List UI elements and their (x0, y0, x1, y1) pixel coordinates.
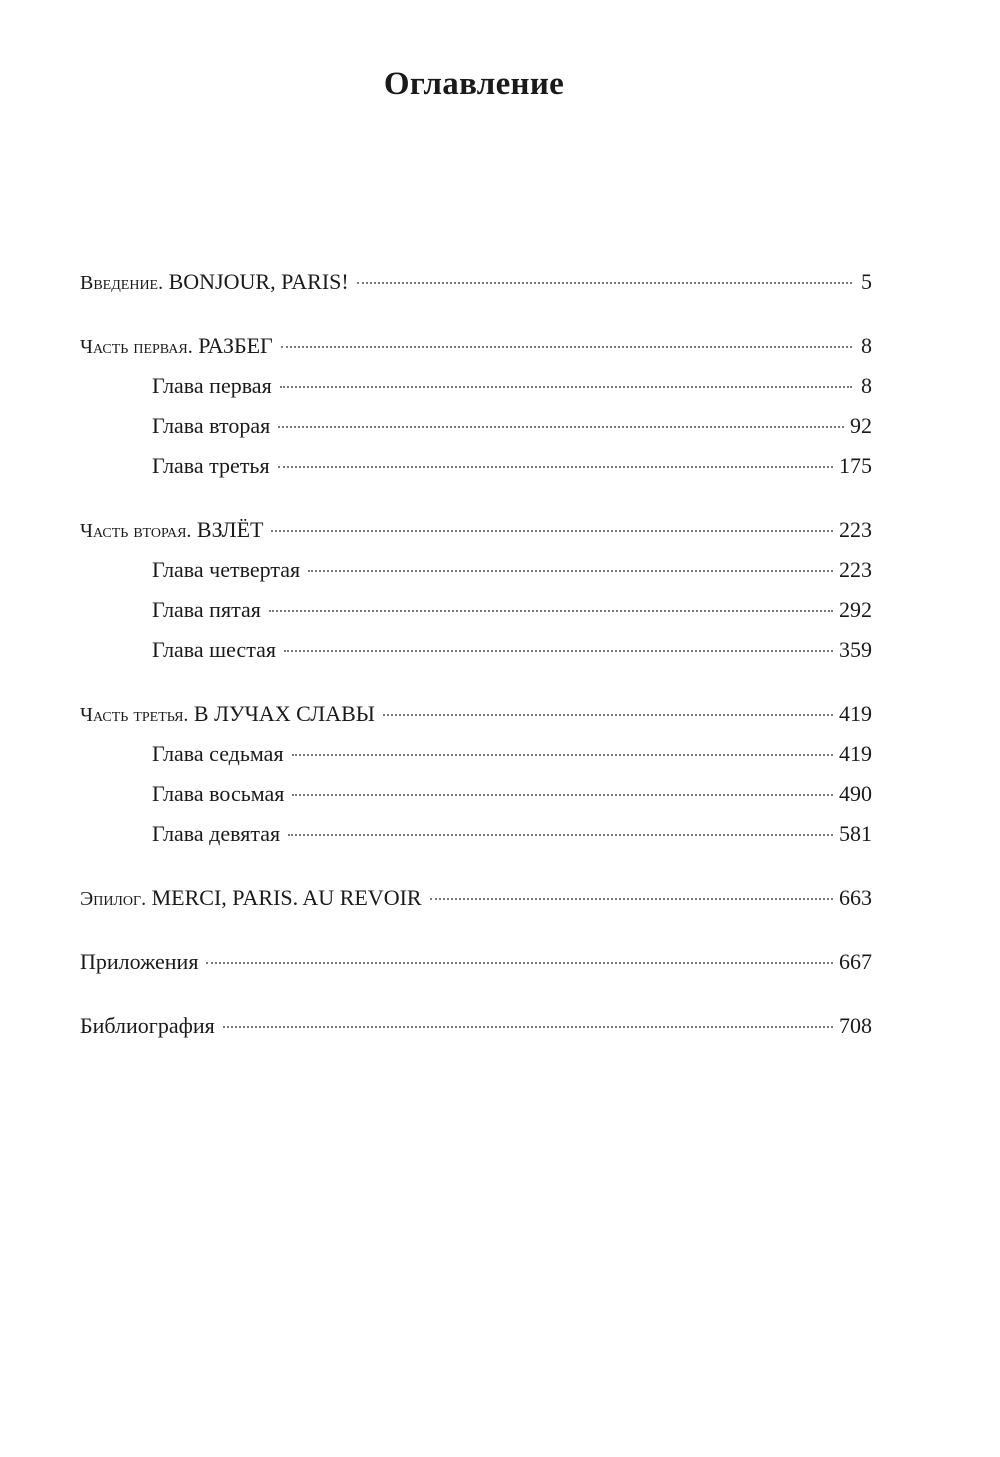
dot-leader (278, 426, 844, 428)
toc-entry-prefix: Часть третья. (80, 704, 189, 726)
dot-leader (308, 570, 833, 572)
toc-entry-page-number: 175 (839, 453, 872, 478)
dot-leader (383, 714, 833, 716)
toc-entry-prefix: Введение. (80, 272, 164, 294)
toc-entry-chapter-2[interactable] (80, 406, 872, 446)
toc-entry-chapter-1[interactable] (80, 366, 872, 406)
dot-leader (206, 962, 833, 964)
toc-entry-prefix: Часть вторая. (80, 520, 192, 542)
toc-entry-page-number: 419 (839, 741, 872, 766)
toc-entry-title: Глава пятая (152, 597, 261, 622)
toc-entry-title: В ЛУЧАХ СЛАВЫ (193, 701, 375, 726)
dot-leader (280, 386, 852, 388)
toc-entry-title: ВЗЛЁТ (196, 517, 264, 542)
toc-entry-page-number: 708 (839, 1013, 872, 1038)
toc-entry-page-number: 490 (839, 781, 872, 806)
table-of-contents (80, 262, 872, 1046)
toc-entry-page-number: 92 (850, 413, 872, 438)
toc-entry-prefix: Эпилог. (80, 888, 147, 910)
toc-entry-appendices[interactable] (80, 942, 872, 982)
toc-entry-page-number: 8 (861, 373, 872, 398)
toc-entry-title: Глава вторая (152, 413, 271, 438)
toc-entry-page-number: 8 (861, 333, 872, 358)
toc-entry-intro[interactable] (80, 262, 872, 302)
toc-entry-chapter-9[interactable] (80, 814, 872, 854)
toc-entry-chapter-3[interactable] (80, 446, 872, 486)
toc-entry-title: Глава девятая (152, 821, 281, 846)
toc-entry-page-number: 5 (861, 269, 872, 294)
toc-entry-title: РАЗБЕГ (198, 333, 273, 358)
toc-entry-page-number: 667 (839, 949, 872, 974)
dot-leader (288, 834, 833, 836)
toc-entry-page-number: 663 (839, 885, 872, 910)
toc-entry-label (80, 694, 375, 735)
toc-entry-part-2[interactable] (80, 510, 872, 550)
toc-entry-part-3[interactable] (80, 694, 872, 734)
toc-entry-page-number: 359 (839, 637, 872, 662)
dot-leader (292, 794, 833, 796)
dot-leader (292, 754, 833, 756)
toc-entry-title: Библиография (80, 1013, 215, 1038)
dot-leader (271, 530, 833, 532)
toc-entry-title: Глава шестая (152, 637, 276, 662)
toc-entry-page-number: 292 (839, 597, 872, 622)
toc-entry-chapter-7[interactable] (80, 734, 872, 774)
toc-entry-epilogue[interactable] (80, 878, 872, 918)
toc-entry-label (80, 262, 349, 303)
dot-leader (284, 650, 833, 652)
toc-entry-title: MERCI, PARIS. AU REVOIR (151, 885, 422, 910)
toc-entry-label (80, 510, 263, 551)
toc-entry-title: BONJOUR, PARIS! (168, 269, 349, 294)
dot-leader (281, 346, 852, 348)
toc-entry-page-number: 419 (839, 701, 872, 726)
dot-leader (357, 282, 852, 284)
toc-entry-title: Приложения (80, 949, 199, 974)
toc-entry-page-number: 223 (839, 557, 872, 582)
toc-entry-chapter-6[interactable] (80, 630, 872, 670)
toc-entry-title: Глава седьмая (152, 741, 284, 766)
toc-entry-page-number: 581 (839, 821, 872, 846)
toc-entry-label (80, 326, 273, 367)
toc-entry-chapter-4[interactable] (80, 550, 872, 590)
toc-entry-title: Глава восьмая (152, 781, 285, 806)
toc-entry-chapter-5[interactable] (80, 590, 872, 630)
dot-leader (278, 466, 833, 468)
toc-entry-title: Глава третья (152, 453, 270, 478)
dot-leader (430, 898, 833, 900)
toc-entry-bibliography[interactable] (80, 1006, 872, 1046)
toc-entry-title: Глава первая (152, 373, 272, 398)
dot-leader (269, 610, 833, 612)
toc-entry-part-1[interactable] (80, 326, 872, 366)
page-title: Оглавление (383, 66, 565, 102)
toc-entry-label (80, 878, 422, 919)
toc-entry-page-number: 223 (839, 517, 872, 542)
toc-entry-title: Глава четвертая (152, 557, 301, 582)
dot-leader (223, 1026, 833, 1028)
toc-entry-prefix: Часть первая. (80, 336, 193, 358)
toc-entry-chapter-8[interactable] (80, 774, 872, 814)
